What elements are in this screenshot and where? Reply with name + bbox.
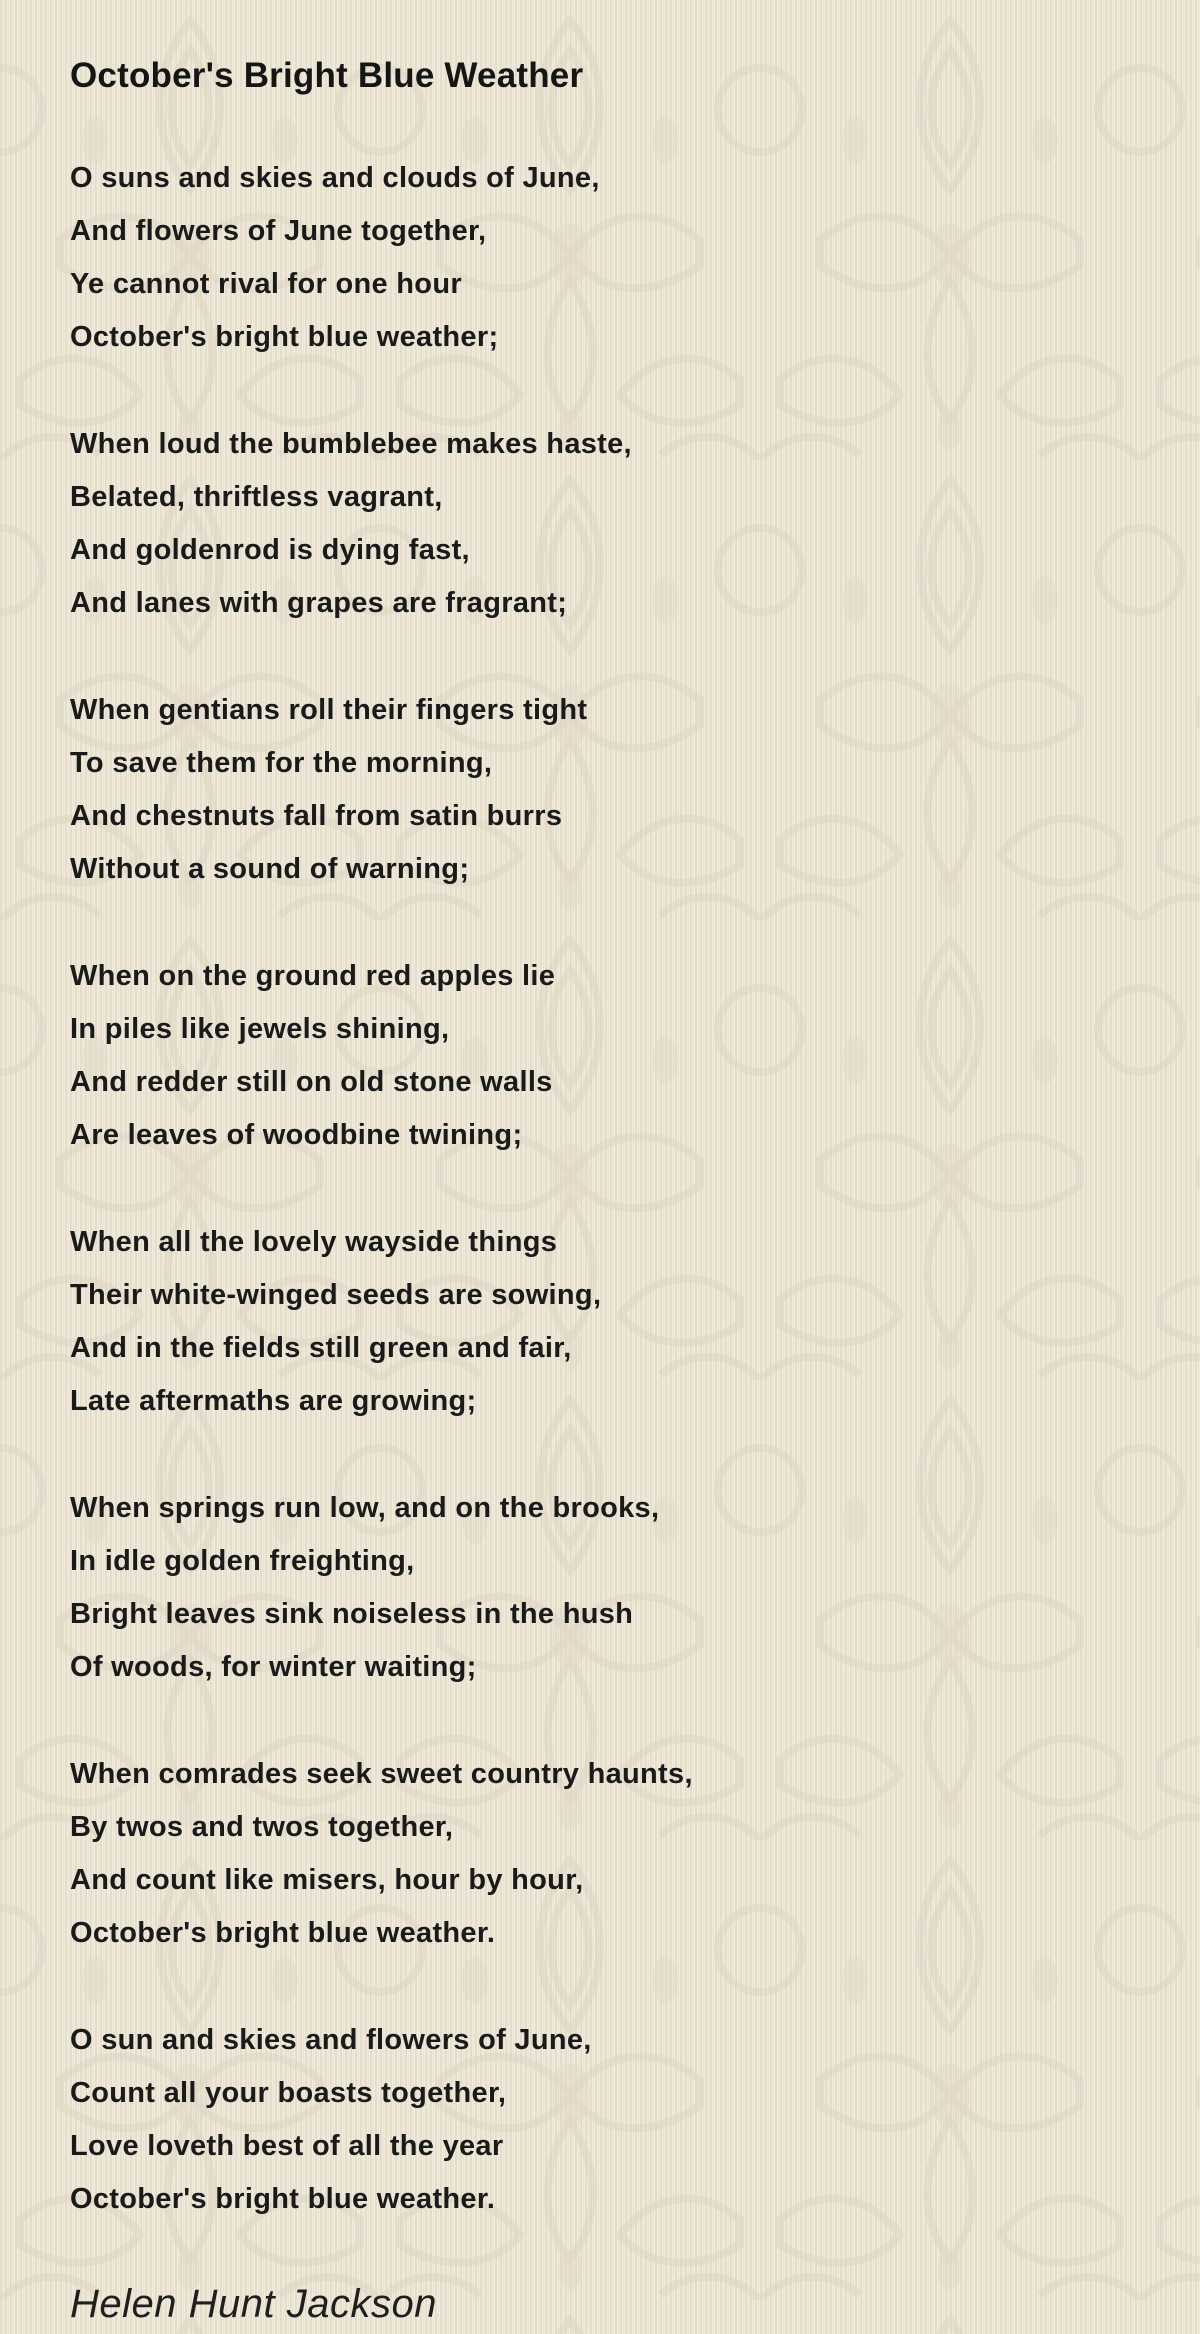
poem-line: When loud the bumblebee makes haste,	[70, 428, 632, 460]
poem-line: And in the fields still green and fair,	[70, 1332, 572, 1364]
poem-line: When on the ground red apples lie	[70, 960, 556, 992]
poem-line: October's bright blue weather.	[70, 2183, 496, 2215]
poem-line: Of woods, for winter waiting;	[70, 1651, 477, 1683]
poem-line: Love loveth best of all the year	[70, 2130, 504, 2162]
stanza-2	[70, 418, 1160, 630]
poem-line: Are leaves of woodbine twining;	[70, 1119, 523, 1151]
poem-line: And chestnuts fall from satin burrs	[70, 800, 563, 832]
stanza-6	[70, 1482, 1160, 1694]
stanza-1	[70, 152, 1160, 364]
poem-line: Bright leaves sink noiseless in the hush	[70, 1598, 634, 1630]
poem-line: O sun and skies and flowers of June,	[70, 2024, 592, 2056]
poem-line: Ye cannot rival for one hour	[70, 268, 462, 300]
poem-line: When gentians roll their fingers tight	[70, 694, 588, 726]
poem-line: Without a sound of warning;	[70, 853, 470, 885]
stanza-5	[70, 1216, 1160, 1428]
poem-line: When comrades seek sweet country haunts,	[70, 1758, 693, 1790]
stanza-3	[70, 684, 1160, 896]
poem-line: Count all your boasts together,	[70, 2077, 507, 2109]
poem-line: October's bright blue weather.	[70, 1917, 496, 1949]
stanza-8	[70, 2014, 1160, 2226]
poem-line: October's bright blue weather;	[70, 321, 499, 353]
poem-line: Their white-winged seeds are sowing,	[70, 1279, 602, 1311]
poem-line: Late aftermaths are growing;	[70, 1385, 477, 1417]
poem-line: When springs run low, and on the brooks,	[70, 1492, 660, 1524]
poem-line: To save them for the morning,	[70, 747, 493, 779]
poem-line: When all the lovely wayside things	[70, 1226, 558, 1258]
stanza-4	[70, 950, 1160, 1162]
poem-line: In idle golden freighting,	[70, 1545, 415, 1577]
poem-line: And flowers of June together,	[70, 215, 487, 247]
poem-line: And count like misers, hour by hour,	[70, 1864, 584, 1896]
poem-line: In piles like jewels shining,	[70, 1013, 450, 1045]
poem-line: Belated, thriftless vagrant,	[70, 481, 443, 513]
poem-line: And lanes with grapes are fragrant;	[70, 587, 568, 619]
poem-line: And goldenrod is dying fast,	[70, 534, 470, 566]
poem-line: And redder still on old stone walls	[70, 1066, 553, 1098]
poem-title: October's Bright Blue Weather	[70, 56, 584, 95]
stanza-7	[70, 1748, 1160, 1960]
poem-line: By twos and twos together,	[70, 1811, 454, 1843]
poem-line: O suns and skies and clouds of June,	[70, 162, 600, 194]
poem-author: Helen Hunt Jackson	[70, 2282, 437, 2326]
